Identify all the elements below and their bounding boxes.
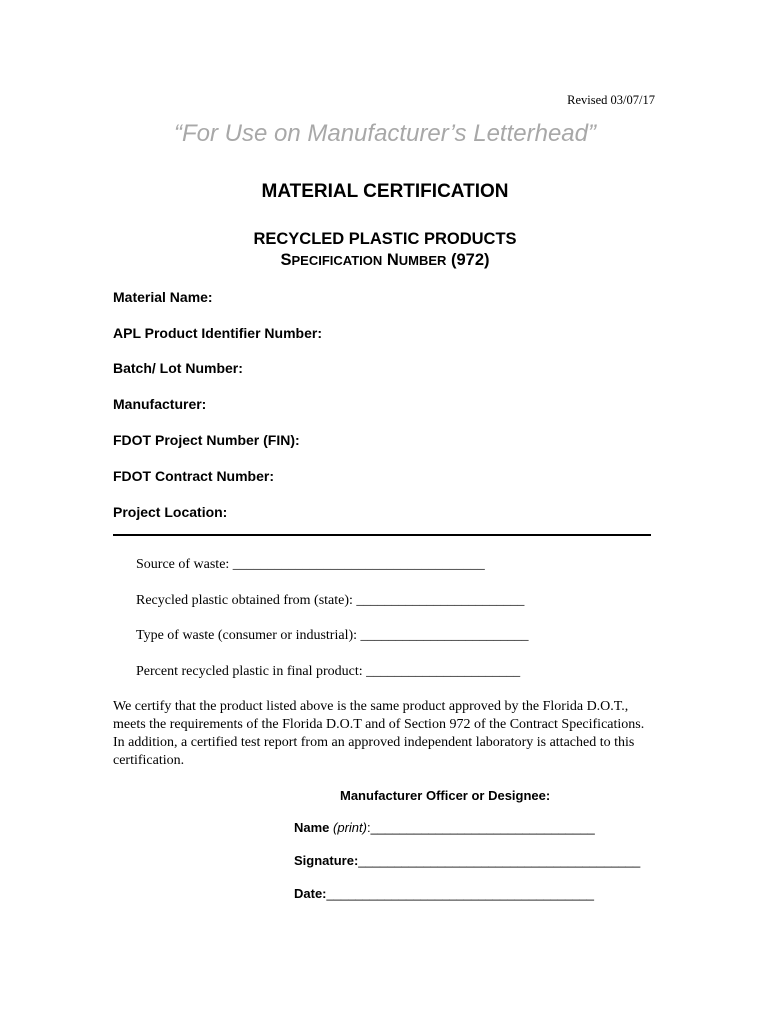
recycled-plastic-state-line: Recycled plastic obtained from (state): ________________________ [136, 593, 525, 608]
fdot-contract-number-label: FDOT Contract Number: [113, 468, 274, 484]
specification-number: SPECIFICATION NUMBER (972) [280, 251, 490, 269]
certification-statement: We certify that the product listed above is the same product approved by the Florida D.O.T., meets the requirements of the Florida D.O.T and of Section 972 of the Contract Specifications. In addition, a certified test report from an approved independent laboratory is attached to this certification. [113, 699, 645, 768]
material-name-label: Material Name: [113, 289, 213, 305]
product-subtitle: RECYCLED PLASTIC PRODUCTS [253, 230, 517, 248]
manufacturer-label: Manufacturer: [113, 396, 207, 412]
section-divider [113, 534, 651, 536]
percent-recycled-line: Percent recycled plastic in final product: ______________________ [136, 664, 521, 679]
officer-heading: Manufacturer Officer or Designee: [340, 788, 551, 803]
letterhead-note: “For Use on Manufacturer’s Letterhead” [174, 120, 596, 147]
project-location-label: Project Location: [113, 504, 228, 520]
batch-lot-number-label: Batch/ Lot Number: [113, 360, 243, 376]
revision-date: Revised 03/07/17 [567, 93, 655, 107]
fdot-project-number-label: FDOT Project Number (FIN): [113, 432, 300, 448]
apl-product-identifier-label: APL Product Identifier Number: [113, 325, 322, 341]
date-line: Date:_____________________________________ [294, 886, 595, 901]
document-title: MATERIAL CERTIFICATION [261, 181, 509, 202]
signature-line: Signature:_______________________________________ [294, 853, 641, 868]
type-of-waste-line: Type of waste (consumer or industrial): ________________________ [136, 628, 529, 643]
name-print-line: Name (print):_______________________________ [294, 820, 595, 835]
source-of-waste-line: Source of waste: ____________________________________ [136, 557, 485, 572]
